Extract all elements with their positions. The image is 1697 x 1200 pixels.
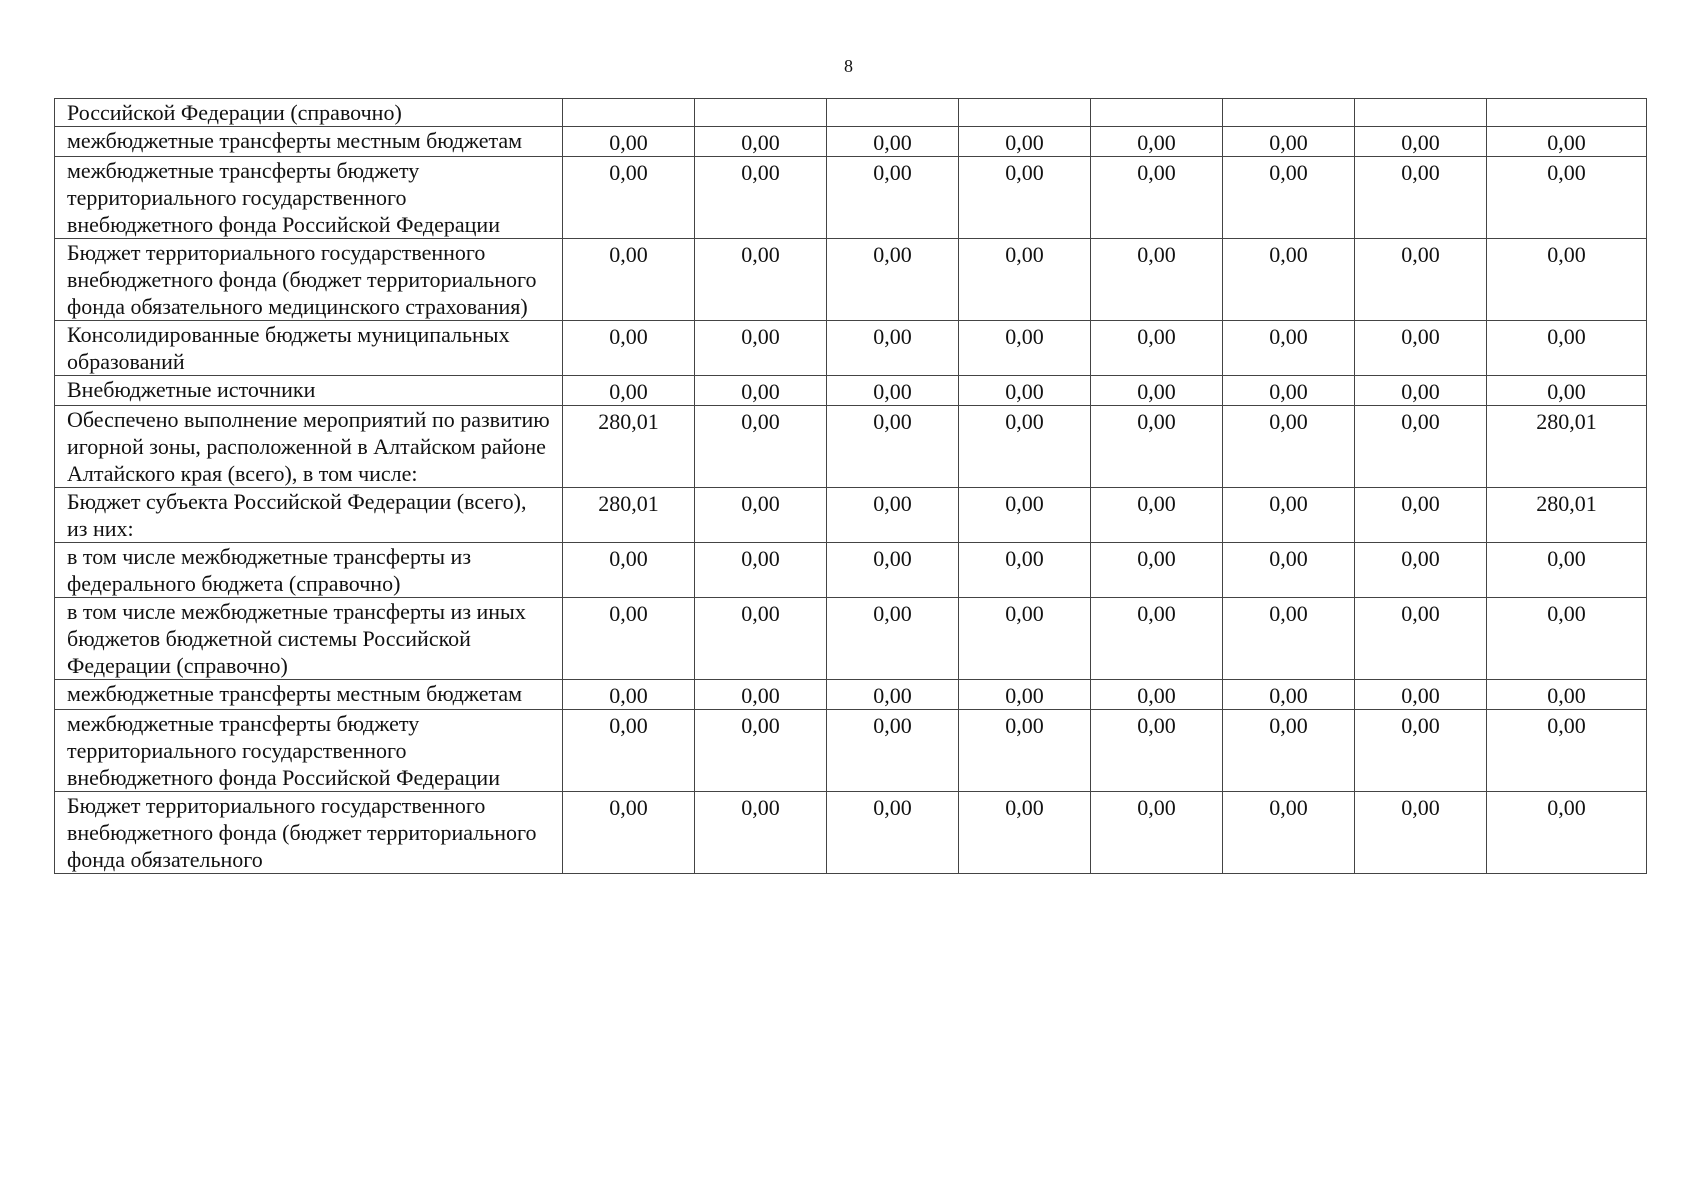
value-cell: 0,00 bbox=[1487, 792, 1647, 874]
value-cell: 0,00 bbox=[1355, 543, 1487, 598]
value-cell: 0,00 bbox=[827, 488, 959, 543]
value-cell: 0,00 bbox=[827, 543, 959, 598]
table-row bbox=[55, 710, 1647, 792]
value-cell: 0,00 bbox=[1223, 406, 1355, 488]
value-cell: 0,00 bbox=[695, 239, 827, 321]
value-cell: 0,00 bbox=[1355, 680, 1487, 710]
value-cell: 0,00 bbox=[695, 488, 827, 543]
value-cell: 0,00 bbox=[1487, 680, 1647, 710]
value-cell: 0,00 bbox=[1223, 792, 1355, 874]
value-cell: 0,00 bbox=[1091, 376, 1223, 406]
value-cell: 0,00 bbox=[1487, 321, 1647, 376]
value-cell: 0,00 bbox=[959, 406, 1091, 488]
value-cell: 0,00 bbox=[827, 127, 959, 157]
value-cell: 0,00 bbox=[827, 792, 959, 874]
value-cell: 0,00 bbox=[1223, 710, 1355, 792]
value-cell: 0,00 bbox=[563, 680, 695, 710]
table-row bbox=[55, 127, 1647, 157]
value-cell: 0,00 bbox=[695, 710, 827, 792]
value-cell: 0,00 bbox=[695, 321, 827, 376]
value-cell: 0,00 bbox=[563, 127, 695, 157]
table-row bbox=[55, 321, 1647, 376]
value-cell: 0,00 bbox=[1223, 157, 1355, 239]
value-cell: 0,00 bbox=[695, 792, 827, 874]
value-cell: 0,00 bbox=[959, 680, 1091, 710]
value-cell: 0,00 bbox=[1355, 376, 1487, 406]
value-cell: 0,00 bbox=[695, 680, 827, 710]
value-cell: 0,00 bbox=[959, 710, 1091, 792]
row-label: Российской Федерации (справочно) bbox=[55, 99, 563, 127]
value-cell: 0,00 bbox=[959, 239, 1091, 321]
value-cell: 0,00 bbox=[563, 543, 695, 598]
value-cell: 0,00 bbox=[827, 710, 959, 792]
value-cell: 0,00 bbox=[1091, 321, 1223, 376]
table-row bbox=[55, 99, 1647, 127]
value-cell: 0,00 bbox=[1223, 127, 1355, 157]
value-cell: 0,00 bbox=[827, 321, 959, 376]
value-cell: 0,00 bbox=[1091, 792, 1223, 874]
value-cell: 0,00 bbox=[695, 157, 827, 239]
value-cell: 0,00 bbox=[563, 376, 695, 406]
value-cell: 0,00 bbox=[563, 598, 695, 680]
value-cell: 0,00 bbox=[563, 792, 695, 874]
row-label: межбюджетные трансферты местным бюджетам bbox=[55, 680, 563, 710]
value-cell: 0,00 bbox=[959, 598, 1091, 680]
table-row bbox=[55, 792, 1647, 874]
value-cell: 0,00 bbox=[1487, 239, 1647, 321]
value-cell bbox=[563, 99, 695, 127]
value-cell: 0,00 bbox=[1091, 157, 1223, 239]
value-cell: 0,00 bbox=[827, 376, 959, 406]
value-cell: 0,00 bbox=[959, 127, 1091, 157]
value-cell: 0,00 bbox=[1091, 127, 1223, 157]
value-cell: 0,00 bbox=[1355, 598, 1487, 680]
value-cell: 0,00 bbox=[827, 680, 959, 710]
table-row bbox=[55, 488, 1647, 543]
value-cell: 0,00 bbox=[695, 406, 827, 488]
value-cell: 0,00 bbox=[1487, 543, 1647, 598]
value-cell: 0,00 bbox=[827, 406, 959, 488]
value-cell: 0,00 bbox=[1355, 127, 1487, 157]
table-row bbox=[55, 543, 1647, 598]
value-cell bbox=[827, 99, 959, 127]
row-label: Обеспечено выполнение мероприятий по развитию игорной зоны, расположенной в Алтайском районе Алтайского края (всего), в том числе: bbox=[55, 406, 563, 488]
value-cell: 280,01 bbox=[563, 406, 695, 488]
value-cell bbox=[695, 99, 827, 127]
value-cell: 0,00 bbox=[959, 488, 1091, 543]
value-cell: 0,00 bbox=[827, 598, 959, 680]
value-cell bbox=[1487, 99, 1647, 127]
value-cell: 0,00 bbox=[959, 376, 1091, 406]
value-cell: 0,00 bbox=[959, 792, 1091, 874]
value-cell: 0,00 bbox=[563, 321, 695, 376]
value-cell: 0,00 bbox=[1223, 488, 1355, 543]
value-cell: 0,00 bbox=[1355, 157, 1487, 239]
table-row bbox=[55, 406, 1647, 488]
value-cell: 280,01 bbox=[563, 488, 695, 543]
table-row bbox=[55, 680, 1647, 710]
value-cell: 0,00 bbox=[1355, 710, 1487, 792]
value-cell bbox=[959, 99, 1091, 127]
value-cell: 0,00 bbox=[1091, 680, 1223, 710]
row-label: в том числе межбюджетные трансферты из иных бюджетов бюджетной системы Российской Федерации (справочно) bbox=[55, 598, 563, 680]
row-label: Бюджет территориального государственного внебюджетного фонда (бюджет территориального фонда обязательного bbox=[55, 792, 563, 874]
value-cell: 0,00 bbox=[563, 710, 695, 792]
budget-table bbox=[54, 98, 1647, 874]
value-cell: 0,00 bbox=[695, 543, 827, 598]
value-cell: 0,00 bbox=[1355, 792, 1487, 874]
value-cell bbox=[1091, 99, 1223, 127]
value-cell: 0,00 bbox=[959, 157, 1091, 239]
value-cell: 0,00 bbox=[827, 239, 959, 321]
value-cell bbox=[1355, 99, 1487, 127]
value-cell: 0,00 bbox=[1091, 710, 1223, 792]
value-cell: 0,00 bbox=[827, 157, 959, 239]
value-cell: 0,00 bbox=[1223, 598, 1355, 680]
value-cell: 0,00 bbox=[1487, 127, 1647, 157]
value-cell bbox=[1223, 99, 1355, 127]
value-cell: 0,00 bbox=[959, 321, 1091, 376]
row-label: Бюджет территориального государственного внебюджетного фонда (бюджет территориального фонда обязательного медицинского страхования) bbox=[55, 239, 563, 321]
table-row bbox=[55, 157, 1647, 239]
row-label: в том числе межбюджетные трансферты из федерального бюджета (справочно) bbox=[55, 543, 563, 598]
value-cell: 0,00 bbox=[959, 543, 1091, 598]
value-cell: 280,01 bbox=[1487, 406, 1647, 488]
value-cell: 0,00 bbox=[695, 376, 827, 406]
table-row bbox=[55, 598, 1647, 680]
row-label: Бюджет субъекта Российской Федерации (всего), из них: bbox=[55, 488, 563, 543]
value-cell: 0,00 bbox=[1223, 321, 1355, 376]
row-label: межбюджетные трансферты бюджету территориального государственного внебюджетного фонда Российской Федерации bbox=[55, 157, 563, 239]
row-label: межбюджетные трансферты местным бюджетам bbox=[55, 127, 563, 157]
value-cell: 0,00 bbox=[1091, 239, 1223, 321]
value-cell: 0,00 bbox=[1091, 488, 1223, 543]
value-cell: 0,00 bbox=[1091, 598, 1223, 680]
value-cell: 0,00 bbox=[1487, 598, 1647, 680]
page-number: 8 bbox=[844, 56, 853, 76]
value-cell: 0,00 bbox=[695, 127, 827, 157]
row-label: Внебюджетные источники bbox=[55, 376, 563, 406]
value-cell: 0,00 bbox=[1487, 157, 1647, 239]
row-label: межбюджетные трансферты бюджету территориального государственного внебюджетного фонда Российской Федерации bbox=[55, 710, 563, 792]
value-cell: 0,00 bbox=[1487, 376, 1647, 406]
value-cell: 0,00 bbox=[1223, 680, 1355, 710]
value-cell: 0,00 bbox=[1355, 321, 1487, 376]
value-cell: 0,00 bbox=[1223, 543, 1355, 598]
value-cell: 0,00 bbox=[1355, 406, 1487, 488]
value-cell: 0,00 bbox=[1091, 543, 1223, 598]
value-cell: 0,00 bbox=[1091, 406, 1223, 488]
value-cell: 0,00 bbox=[695, 598, 827, 680]
value-cell: 0,00 bbox=[1223, 376, 1355, 406]
value-cell: 280,01 bbox=[1487, 488, 1647, 543]
table-row bbox=[55, 239, 1647, 321]
table-row bbox=[55, 376, 1647, 406]
value-cell: 0,00 bbox=[1355, 488, 1487, 543]
value-cell: 0,00 bbox=[563, 239, 695, 321]
value-cell: 0,00 bbox=[1487, 710, 1647, 792]
value-cell: 0,00 bbox=[1355, 239, 1487, 321]
row-label: Консолидированные бюджеты муниципальных образований bbox=[55, 321, 563, 376]
value-cell: 0,00 bbox=[1223, 239, 1355, 321]
value-cell: 0,00 bbox=[563, 157, 695, 239]
